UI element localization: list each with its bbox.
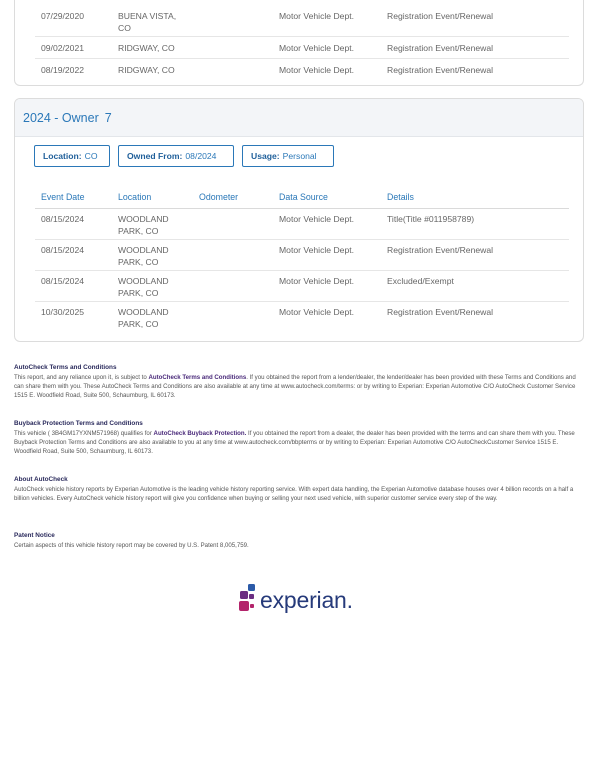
table-row xyxy=(35,58,569,82)
event-details: Registration Event/Renewal xyxy=(387,43,494,53)
terms-link[interactable]: AutoCheck Terms and Conditions xyxy=(148,374,247,381)
owner-title-text: 2024 - Owner xyxy=(23,110,99,125)
terms-text-pre: This report, and any reliance upon it, is subject to xyxy=(14,374,149,381)
event-source: Motor Vehicle Dept. xyxy=(279,214,354,224)
event-location: WOODLAND PARK, CO xyxy=(118,214,169,236)
buyback-text-pre: This vehicle ( 3B4GM17YXNM571968) qualifies for xyxy=(14,430,154,437)
experian-logo xyxy=(236,580,353,620)
owner-card xyxy=(14,98,584,342)
col-event-date: Event Date xyxy=(41,192,85,202)
event-location: WOODLAND PARK, CO xyxy=(118,245,169,267)
col-data-source: Data Source xyxy=(279,192,328,202)
about-section xyxy=(14,475,586,503)
buyback-section xyxy=(14,419,586,456)
table-row xyxy=(35,208,569,240)
terms-body xyxy=(14,373,586,400)
table-row xyxy=(35,270,569,302)
table-row xyxy=(35,36,569,59)
patent-heading: Patent Notice xyxy=(14,532,55,539)
event-details: Title(Title #011958789) xyxy=(387,214,475,224)
previous-owner-card xyxy=(14,0,584,86)
about-body: AutoCheck vehicle history reports by Experian Automotive is the leading vehicle history reporting service. With expert data handling, the Experian Automotive database houses over 4 billion records on a half a billion vehicles. Every AutoCheck vehicle history report will give you confidence when buying or selling your next used vehicle, with superior customer service every step of the way. xyxy=(14,486,574,502)
pill-key: Usage: xyxy=(251,151,280,161)
experian-wordmark: experian. xyxy=(260,586,353,613)
event-date: 07/29/2020 xyxy=(41,11,85,21)
owned-from-pill xyxy=(118,145,234,167)
table-row xyxy=(35,0,569,37)
event-date: 08/15/2024 xyxy=(41,276,85,286)
event-location: RIDGWAY, CO xyxy=(118,43,175,53)
terms-heading: AutoCheck Terms and Conditions xyxy=(14,364,117,371)
table-row xyxy=(35,301,569,335)
event-details: Registration Event/Renewal xyxy=(387,245,494,255)
event-location: RIDGWAY, CO xyxy=(118,65,175,75)
pill-value: Personal xyxy=(282,151,317,161)
col-location: Location xyxy=(118,192,152,202)
buyback-body xyxy=(14,429,586,456)
patent-body: Certain aspects of this vehicle history report may be covered by U.S. Patent 8,005,759. xyxy=(14,542,249,549)
event-details: Registration Event/Renewal xyxy=(387,11,494,21)
event-details: Excluded/Exempt xyxy=(387,276,454,286)
event-date: 08/15/2024 xyxy=(41,245,85,255)
location-pill xyxy=(34,145,110,167)
col-odometer: Odometer xyxy=(199,192,239,202)
about-heading: About AutoCheck xyxy=(14,476,68,483)
event-details: Registration Event/Renewal xyxy=(387,307,494,317)
terms-text-post: . If you obtained the report from a lender/dealer, the lender/dealer has been provided with these Terms and Conditions and can share them with you. These AutoCheck Terms and Conditions are also available at any time at www.autocheck.com/terms: or by writing to Experian: Experian Automotive C/O AutoCheck Customer Service 1515 E. Woodfield Road, Suite 500, Schaumburg, IL 60173. xyxy=(14,374,576,399)
pill-key: Location: xyxy=(43,151,82,161)
pill-key: Owned From: xyxy=(127,151,183,161)
owner-number: 7 xyxy=(104,110,112,125)
table-header xyxy=(35,186,569,209)
event-date: 08/19/2022 xyxy=(41,65,85,75)
event-source: Motor Vehicle Dept. xyxy=(279,11,354,21)
event-details: Registration Event/Renewal xyxy=(387,65,494,75)
buyback-text-post: If you obtained the report from a dealer, the dealer has been provided with the terms and can share them with you. These Buyback Protection Terms and Conditions are also available to you at any time at www.autocheck.com/bbpterms or by writing to Experian: Experian Automotive C/O AutoCheckCustomer Service 1515 E. Woodfield Road, Suite 500, Schaumburg, IL 60173. xyxy=(14,430,575,455)
col-details: Details xyxy=(387,192,414,202)
table-row xyxy=(35,239,569,271)
event-date: 09/02/2021 xyxy=(41,43,85,53)
buyback-link[interactable]: AutoCheck Buyback Protection. xyxy=(153,430,247,437)
event-location: WOODLAND PARK, CO xyxy=(118,307,169,329)
event-source: Motor Vehicle Dept. xyxy=(279,65,354,75)
patent-section xyxy=(14,531,586,550)
event-location: WOODLAND PARK, CO xyxy=(118,276,169,298)
experian-dots-icon xyxy=(236,582,258,618)
owner-header xyxy=(15,99,583,137)
event-source: Motor Vehicle Dept. xyxy=(279,245,354,255)
terms-section xyxy=(14,363,586,400)
event-source: Motor Vehicle Dept. xyxy=(279,276,354,286)
buyback-heading: Buyback Protection Terms and Conditions xyxy=(14,420,143,427)
event-source: Motor Vehicle Dept. xyxy=(279,307,354,317)
pill-value: 08/2024 xyxy=(185,151,217,161)
owner-summary-pills xyxy=(34,145,334,167)
event-date: 10/30/2025 xyxy=(41,307,85,317)
event-location: BUENA VISTA, CO xyxy=(118,11,177,33)
owner-title xyxy=(23,111,112,125)
pill-value: CO xyxy=(84,151,98,161)
usage-pill xyxy=(242,145,334,167)
event-date: 08/15/2024 xyxy=(41,214,85,224)
event-source: Motor Vehicle Dept. xyxy=(279,43,354,53)
